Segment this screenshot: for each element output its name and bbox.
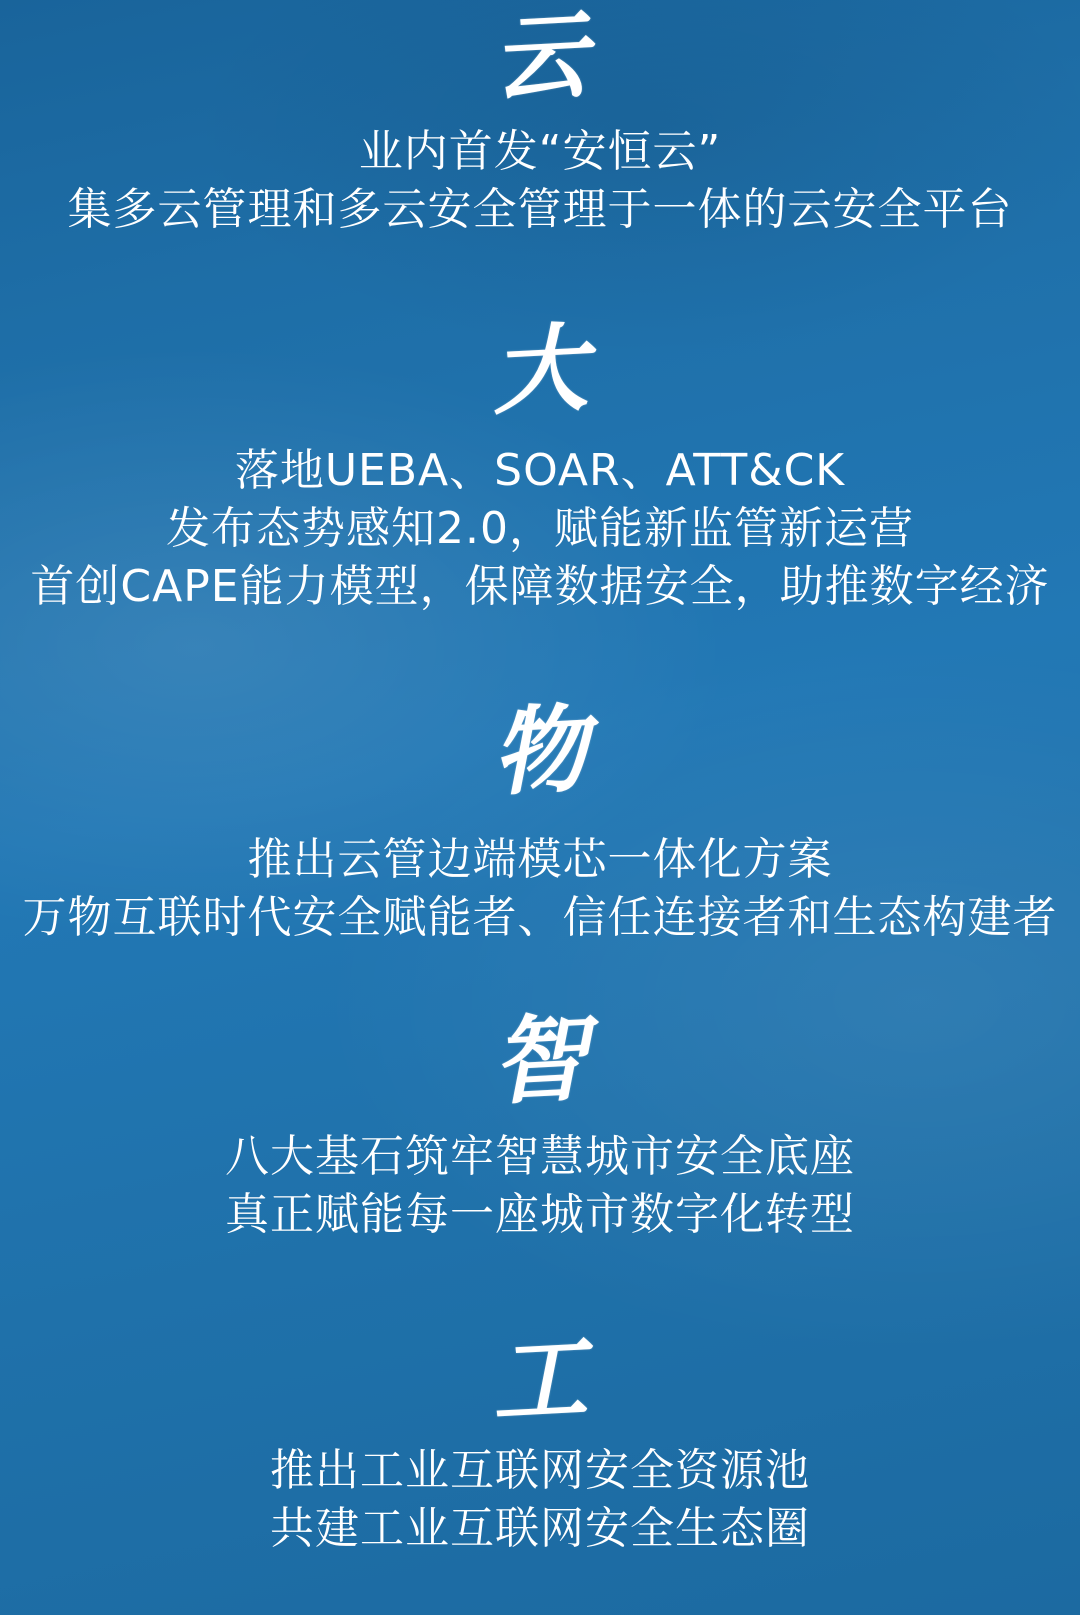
section-big-data-text xyxy=(30,442,1049,616)
section-smart xyxy=(0,1003,1080,1244)
iot-line-2: 万物互联时代安全赋能者、信任连接者和生态构建者 xyxy=(22,892,1058,943)
cloud-line-1: 业内首发“安恒云” xyxy=(358,126,722,177)
section-big-data xyxy=(0,313,1080,616)
smart-line-1: 八大基石筑牢智慧城市安全底座 xyxy=(225,1131,855,1182)
calligraphy-big-char: 大 xyxy=(489,313,591,429)
big-data-line-2: 发布态势感知2.0，赋能新监管新运营 xyxy=(166,503,914,554)
section-cloud xyxy=(0,0,1080,239)
section-industrial xyxy=(0,1323,1080,1558)
calligraphy-cloud-char: 云 xyxy=(489,0,591,116)
section-cloud-text xyxy=(68,123,1013,239)
calligraphy-industrial-char: 工 xyxy=(489,1323,591,1439)
industrial-line-1: 推出工业互联网安全资源池 xyxy=(270,1445,810,1496)
section-iot-text xyxy=(23,831,1058,947)
smart-line-2: 真正赋能每一座城市数字化转型 xyxy=(225,1189,855,1240)
industrial-line-2: 共建工业互联网安全生态圈 xyxy=(270,1503,810,1554)
big-data-line-3: 首创CAPE能力模型，保障数据安全，助推数字经济 xyxy=(30,561,1050,612)
cloud-line-2: 集多云管理和多云安全管理于一体的云安全平台 xyxy=(67,184,1013,235)
calligraphy-smart-char: 智 xyxy=(489,1003,591,1119)
section-industrial-text xyxy=(270,1442,810,1558)
big-data-line-1: 落地UEBA、SOAR、ATT&CK xyxy=(234,445,846,496)
section-smart-text xyxy=(225,1128,855,1244)
iot-line-1: 推出云管边端模芯一体化方案 xyxy=(247,834,833,885)
section-iot xyxy=(0,694,1080,947)
calligraphy-iot-char: 物 xyxy=(489,694,591,810)
